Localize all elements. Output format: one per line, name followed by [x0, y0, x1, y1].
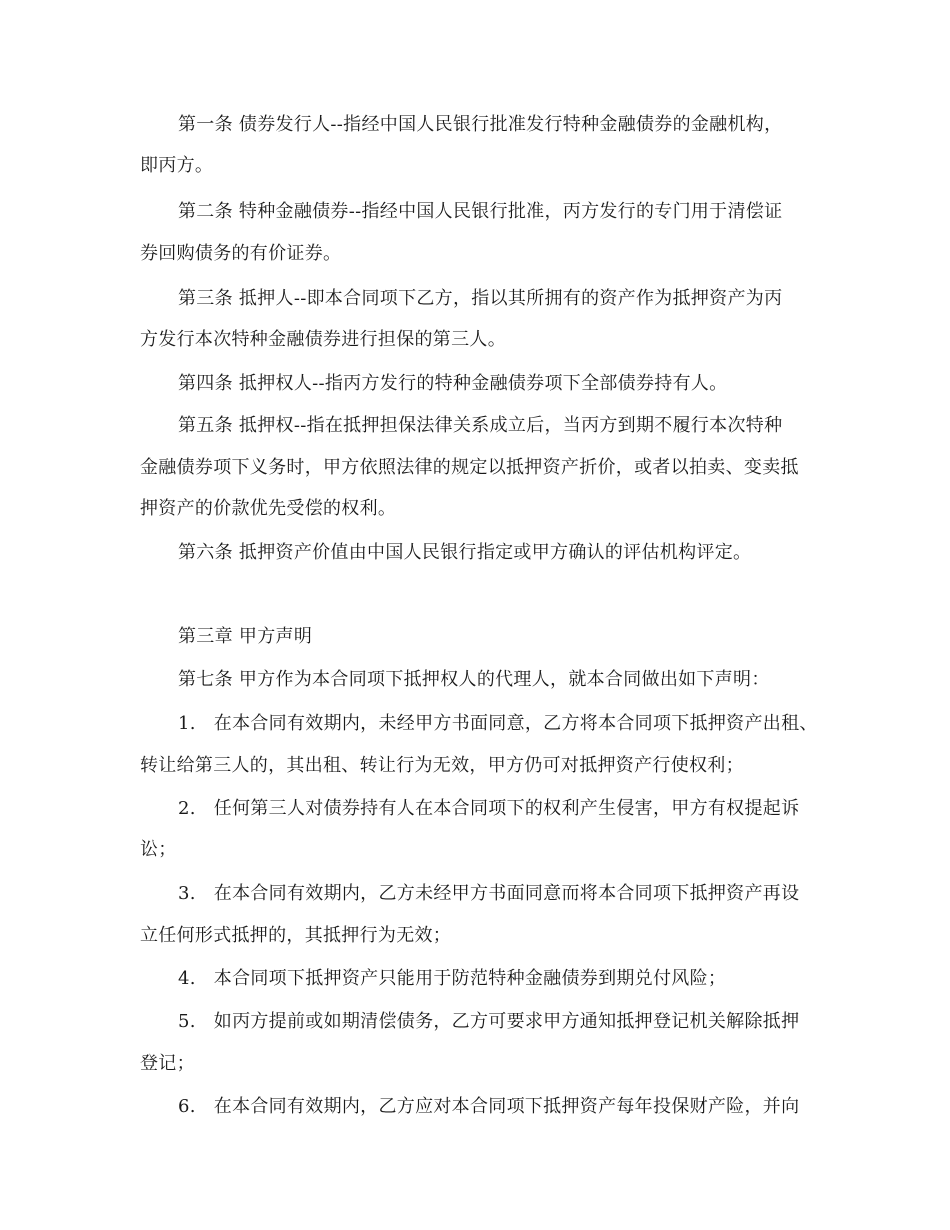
article-3-line-2: 方发行本次特种金融债券进行担保的第三人。 [140, 329, 506, 350]
list-item-3-line-2: 立任何形式抵押的，其抵押行为无效； [140, 925, 452, 946]
list-item-2-line-2: 讼； [140, 839, 177, 860]
article-1-line-2: 即丙方。 [140, 155, 214, 176]
list-item-text: 任何第三人对债券持有人在本合同项下的权利产生侵害，甲方有权提起诉 [213, 798, 800, 819]
list-item-6 [178, 1095, 799, 1119]
list-item-text: 在本合同有效期内，未经甲方书面同意，乙方将本合同项下抵押资产出租、 [213, 713, 818, 734]
list-item-2 [178, 797, 799, 821]
list-item-1-line-2: 转让给第三人的，其出租、转让行为无效，甲方仍可对抵押资产行使权利； [140, 755, 744, 776]
article-3-line-1: 第三条 抵押人--即本合同项下乙方，指以其所拥有的资产作为抵押资产为丙 [178, 288, 783, 309]
article-6-line-1: 第六条 抵押资产价值由中国人民银行指定或甲方确认的评估机构评定。 [178, 542, 752, 563]
list-item-5 [178, 1010, 799, 1034]
list-item-number: 4. [178, 968, 196, 989]
article-4-line-1: 第四条 抵押权人--指丙方发行的特种金融债券项下全部债券持有人。 [178, 373, 728, 394]
list-item-number: 5. [178, 1011, 196, 1032]
list-item-4 [178, 967, 726, 991]
list-item-1 [178, 712, 818, 736]
chapter-title: 第三章 甲方声明 [178, 626, 313, 647]
article-2-line-2: 券回购债务的有价证券。 [140, 243, 342, 264]
list-item-text: 如丙方提前或如期清偿债务，乙方可要求甲方通知抵押登记机关解除抵押 [213, 1011, 800, 1032]
article-5-line-2: 金融债券项下义务时，甲方依照法律的规定以抵押资产折价，或者以拍卖、变卖抵 [140, 457, 799, 478]
list-item-number: 1. [178, 713, 196, 734]
list-item-text: 在本合同有效期内，乙方未经甲方书面同意而将本合同项下抵押资产再设 [213, 883, 800, 904]
article-1-line-1: 第一条 债券发行人--指经中国人民银行批准发行特种金融债券的金融机构， [178, 114, 783, 135]
list-item-text: 在本合同有效期内，乙方应对本合同项下抵押资产每年投保财产险，并向 [213, 1096, 800, 1117]
list-item-number: 6. [178, 1096, 196, 1117]
article-2-line-1: 第二条 特种金融债券--指经中国人民银行批准，丙方发行的专门用于清偿证 [178, 201, 783, 222]
list-item-5-line-2: 登记； [140, 1053, 195, 1074]
list-item-3 [178, 882, 799, 906]
list-item-number: 2. [178, 798, 196, 819]
article-7-line-1: 第七条 甲方作为本合同项下抵押权人的代理人，就本合同做出如下声明： [178, 669, 770, 690]
list-item-text: 本合同项下抵押资产只能用于防范特种金融债券到期兑付风险； [213, 968, 727, 989]
list-item-number: 3. [178, 883, 196, 904]
article-5-line-3: 押资产的价款优先受偿的权利。 [140, 498, 397, 519]
article-5-line-1: 第五条 抵押权--指在抵押担保法律关系成立后，当丙方到期不履行本次特种 [178, 415, 783, 436]
